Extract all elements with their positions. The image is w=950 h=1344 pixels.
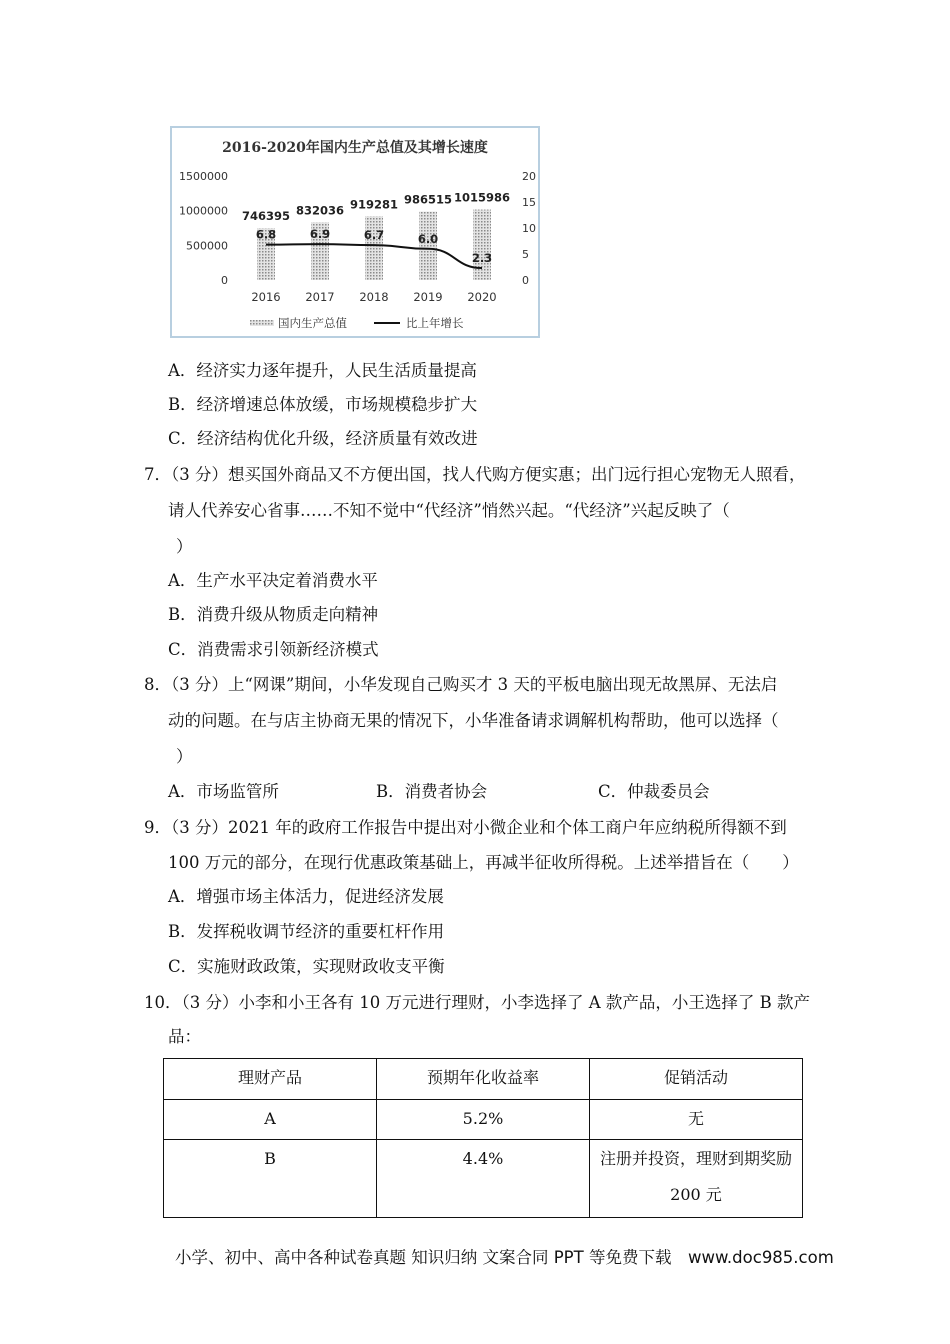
- q6-option-c: C．经济结构优化升级，经济质量有效改进: [168, 429, 478, 448]
- legend-label: 比上年增长: [406, 316, 464, 330]
- q7-stem-line-2: 请人代养安心省事……不知不觉中“代经济”悄然兴起。“代经济”兴起反映了（: [168, 501, 730, 520]
- growth-line-label: 6.9: [309, 227, 331, 242]
- q6-option-a: A．经济实力逐年提升，人民生活质量提高: [168, 361, 477, 380]
- q6-option-b: B．经济增速总体放缓，市场规模稳步扩大: [168, 395, 478, 414]
- growth-line-label: 6.7: [363, 228, 385, 243]
- right-axis-tick-label: 20: [522, 170, 536, 183]
- table-header-cell: 理财产品: [164, 1059, 377, 1100]
- table-header-cell: 促销活动: [590, 1059, 803, 1100]
- left-axis-tick-label: 1000000: [179, 204, 228, 218]
- growth-line-label: 6.8: [255, 227, 277, 242]
- q7-option-c: C．消费需求引领新经济模式: [168, 640, 379, 659]
- table-cell: B: [164, 1140, 377, 1218]
- gdp-bar: [365, 216, 383, 280]
- q9-option-b: B．发挥税收调节经济的重要杠杆作用: [168, 922, 445, 941]
- gdp-chart-svg: [172, 128, 538, 336]
- left-axis-tick-label: 0: [221, 274, 228, 287]
- q7-stem-line-1: 7．（3 分）想买国外商品又不方便出国，找人代购方便实惠；出门远行担心宠物无人照看，: [144, 465, 806, 484]
- table-cell: 5.2%: [377, 1100, 590, 1140]
- gdp-bar: [473, 210, 491, 280]
- q8-stem-line-3: ）: [176, 747, 193, 766]
- q9-option-a: A．增强市场主体活力，促进经济发展: [168, 887, 444, 906]
- q7-option-a: A．生产水平决定着消费水平: [168, 571, 378, 590]
- table-row: [164, 1140, 803, 1218]
- x-axis-tick-label: 2020: [467, 290, 497, 304]
- x-axis-tick-label: 2016: [251, 290, 281, 304]
- finance-products-table: [163, 1058, 803, 1218]
- gdp-bar-label: 1015986: [453, 190, 511, 205]
- right-axis-tick-label: 10: [522, 222, 536, 235]
- gdp-bar-label: 746395: [241, 209, 291, 224]
- right-axis-tick-label: 5: [522, 248, 529, 261]
- legend-label: 国内生产总值: [278, 316, 347, 330]
- q8-stem-line-1: 8．（3 分）上“网课”期间，小华发现自己购买才 3 天的平板电脑出现无故黑屏、无法启: [144, 675, 778, 694]
- q8-option-a: A．市场监管所: [168, 782, 279, 801]
- table-row: [164, 1100, 803, 1140]
- table-cell-promo: [590, 1140, 803, 1218]
- q10-stem-line-1: 10．（3 分）小李和小王各有 10 万元进行理财，小李选择了 A 款产品，小王选择了 B 款产: [144, 993, 810, 1012]
- right-axis-tick-label: 15: [522, 196, 536, 209]
- q10-stem-line-2: 品：: [168, 1027, 201, 1046]
- q9-stem-line-2: 100 万元的部分，在现行优惠政策基础上，再减半征收所得税。上述举措旨在（ ）: [168, 853, 799, 872]
- left-axis-tick-label: 1500000: [179, 170, 228, 183]
- gdp-bar-label: 919281: [349, 197, 399, 212]
- gdp-bar-label: 832036: [295, 203, 345, 218]
- q7-option-b: B．消费升级从物质走向精神: [168, 605, 379, 624]
- growth-line-label: 6.0: [417, 231, 439, 246]
- table-header-cell: 预期年化收益率: [377, 1059, 590, 1100]
- q7-stem-line-3: ）: [176, 537, 193, 556]
- table-cell: 4.4%: [377, 1140, 590, 1218]
- promo-text-line-2: 200 元: [670, 1185, 722, 1204]
- table-cell: 无: [590, 1100, 803, 1140]
- q8-stem-line-2: 动的问题。在与店主协商无果的情况下，小华准备请求调解机构帮助，他可以选择（: [168, 711, 779, 730]
- q9-option-c: C．实施财政政策，实现财政收支平衡: [168, 957, 445, 976]
- q9-stem-line-1: 9．（3 分）2021 年的政府工作报告中提出对小微企业和个体工商户年应纳税所得额不到: [144, 818, 787, 837]
- gdp-bar-label: 986515: [403, 192, 453, 207]
- q8-option-b: B．消费者协会: [376, 782, 488, 801]
- legend-bar-swatch: [250, 320, 274, 326]
- right-axis-tick-label: 0: [522, 274, 529, 287]
- table-cell: A: [164, 1100, 377, 1140]
- q8-option-c: C．仲裁委员会: [598, 782, 710, 801]
- gdp-chart: [170, 126, 540, 338]
- chart-title: 2016-2020年国内生产总值及其增长速度: [222, 140, 488, 156]
- left-axis-tick-label: 500000: [186, 239, 228, 253]
- page-footer: 小学、初中、高中各种试卷真题 知识归纳 文案合同 PPT 等免费下载 www.doc985.com: [175, 1248, 834, 1267]
- table-header-row: [164, 1059, 803, 1100]
- promo-text-line-1: 注册并投资，理财到期奖励: [599, 1149, 792, 1168]
- x-axis-tick-label: 2019: [413, 290, 443, 304]
- growth-line-label: 2.3: [471, 251, 493, 266]
- x-axis-tick-label: 2018: [359, 290, 389, 304]
- x-axis-tick-label: 2017: [305, 290, 335, 304]
